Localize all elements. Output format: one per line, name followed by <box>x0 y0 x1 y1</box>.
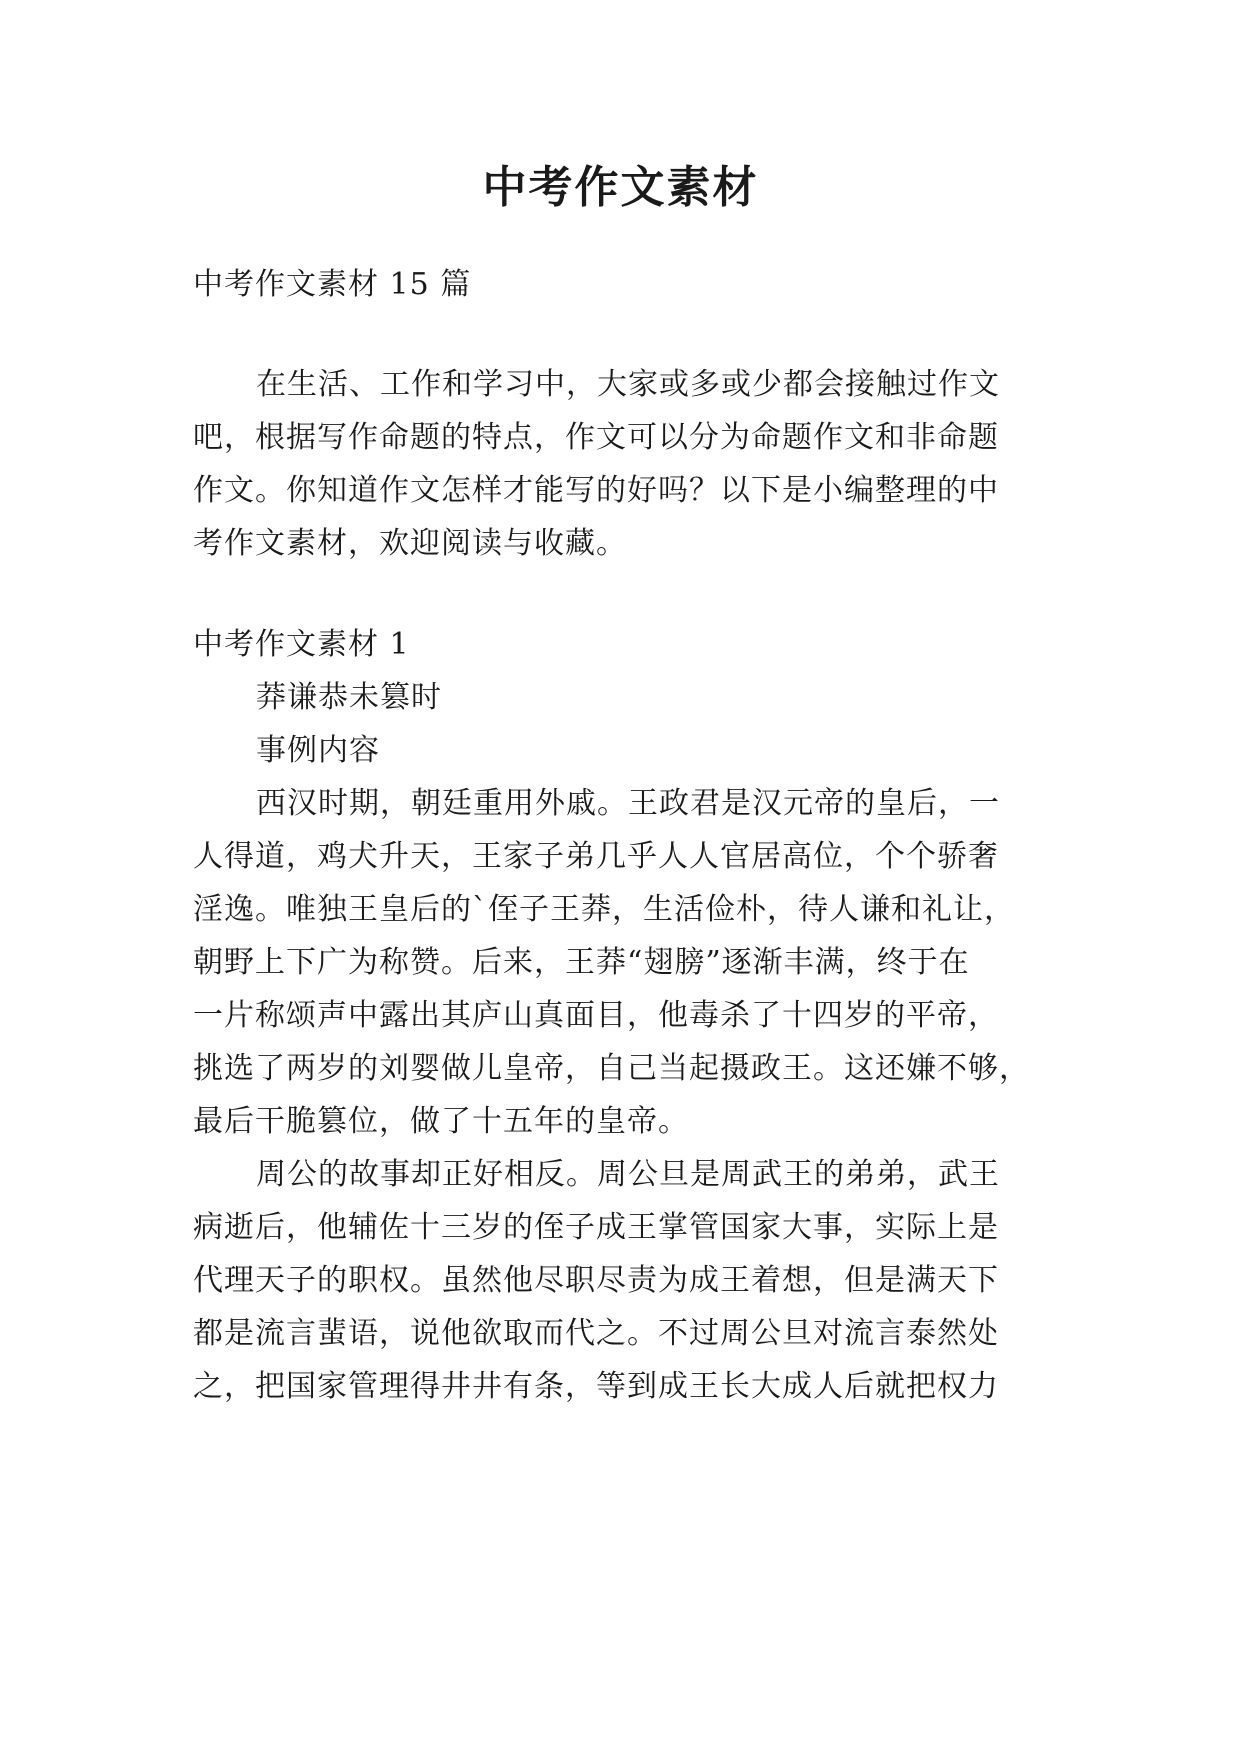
para1-line: 一片称颂声中露出其庐山真面目，他毒杀了十四岁的平帝， <box>193 998 999 1033</box>
para2-line: 周公的故事却正好相反。周公旦是周武王的弟弟，武王 <box>256 1157 1000 1192</box>
document-title: 中考作文素材 <box>482 162 759 213</box>
topic-heading: 莽谦恭未篡时 <box>256 680 442 715</box>
para1-line: 人得道，鸡犬升天，王家子弟几乎人人官居高位，个个骄奢 <box>193 839 999 874</box>
para1-line: 最后干脆篡位，做了十五年的皇帝。 <box>193 1104 689 1139</box>
example-label: 事例内容 <box>256 733 380 768</box>
document-subtitle: 中考作文素材 15 篇 <box>193 267 472 302</box>
para2-line: 之，把国家管理得井井有条，等到成王长大成人后就把权力 <box>193 1369 999 1404</box>
intro-line: 在生活、工作和学习中，大家或多或少都会接触过作文 <box>256 367 1000 402</box>
para2-line: 代理天子的职权。虽然他尽职尽责为成王着想，但是满天下 <box>193 1263 999 1298</box>
section-heading: 中考作文素材 1 <box>193 627 410 662</box>
para2-line: 病逝后，他辅佐十三岁的侄子成王掌管国家大事，实际上是 <box>193 1210 999 1245</box>
intro-line: 考作文素材，欢迎阅读与收藏。 <box>193 526 627 561</box>
intro-line: 吧，根据写作命题的特点，作文可以分为命题作文和非命题 <box>193 420 999 455</box>
para1-line: 挑选了两岁的刘婴做儿皇帝，自己当起摄政王。这还嫌不够， <box>193 1051 1030 1086</box>
intro-line: 作文。你知道作文怎样才能写的好吗？以下是小编整理的中 <box>193 473 999 508</box>
para1-line: 朝野上下广为称赞。后来，王莽“翅膀”逐渐丰满，终于在 <box>193 945 970 980</box>
para1-line: 淫逸。唯独王皇后的`侄子王莽，生活俭朴，待人谦和礼让， <box>193 892 1015 927</box>
para1-line: 西汉时期，朝廷重用外戚。王政君是汉元帝的皇后，一 <box>256 786 1000 821</box>
para2-line: 都是流言蜚语，说他欲取而代之。不过周公旦对流言泰然处 <box>193 1316 999 1351</box>
